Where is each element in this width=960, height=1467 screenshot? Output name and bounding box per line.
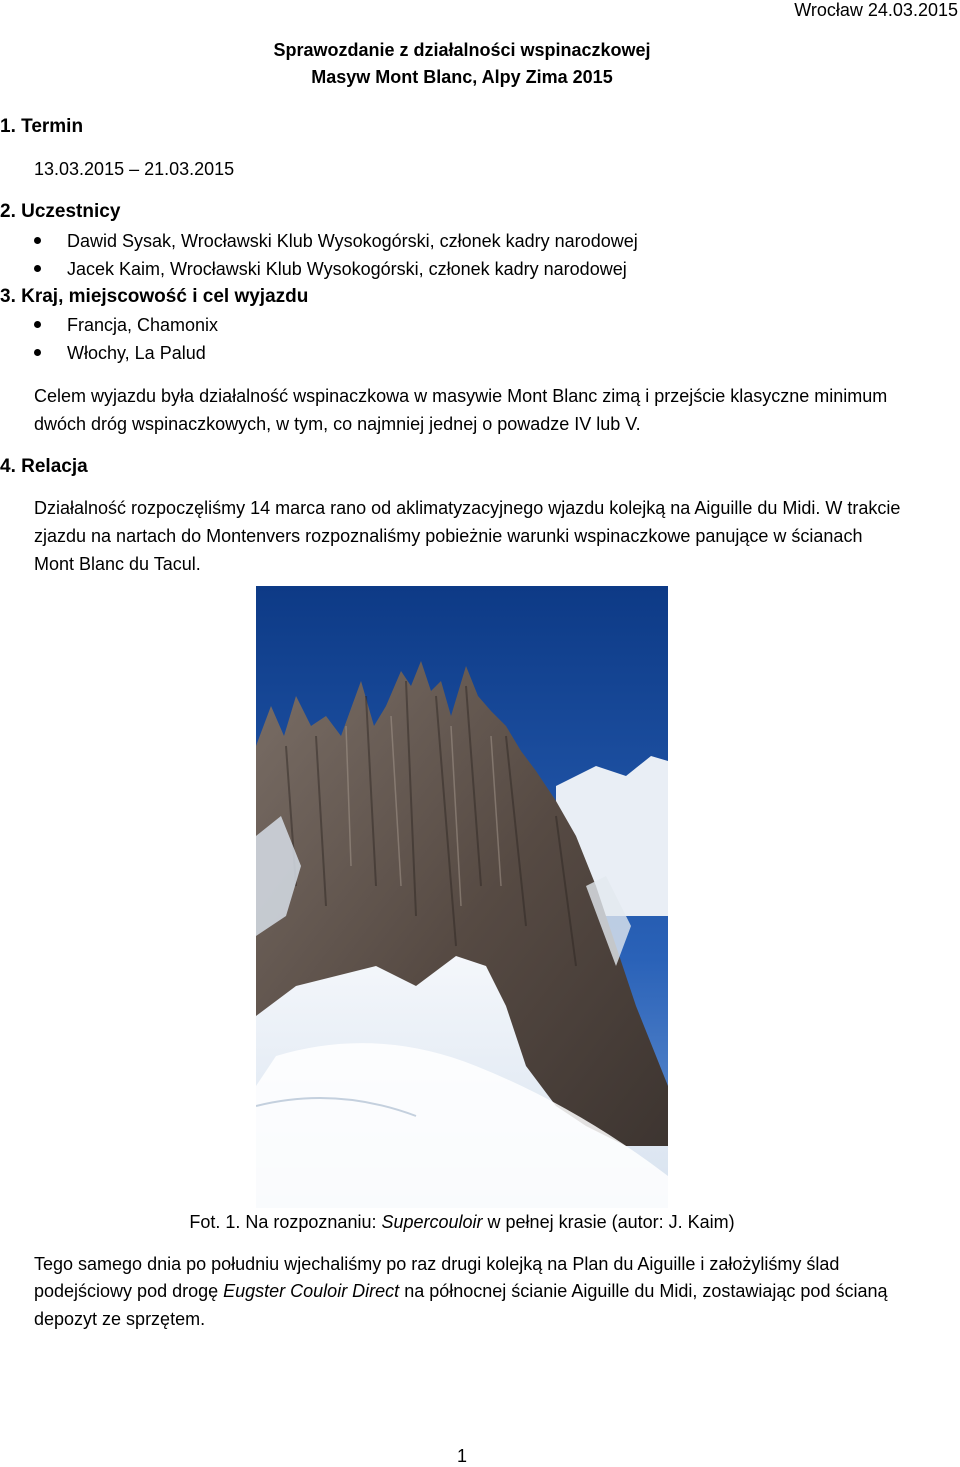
participant-2: Jacek Kaim, Wrocławski Klub Wysokogórski, członek kadry narodowej: [67, 259, 627, 279]
relacja-paragraph1-line1: Działalność rozpoczęliśmy 14 marca rano od aklimatyzacyjnego wjazdu kolejką na Aiguille du Midi. W trakcie: [34, 498, 901, 518]
goal-paragraph-line2: dwóch dróg wspinaczkowych, w tym, co najmniej jednej o powadze IV lub V.: [34, 414, 641, 434]
list-item: [34, 343, 206, 364]
mountain-photo: [256, 586, 668, 1208]
relacja-paragraph1-line3: Mont Blanc du Tacul.: [34, 554, 201, 574]
goal-paragraph-line1: Celem wyjazdu była działalność wspinaczkowa w masywie Mont Blanc zimą i przejście klasyczne minimum: [34, 386, 888, 406]
bullet-icon: [34, 321, 41, 328]
section-heading-uczestnicy: 2. Uczestnicy: [0, 201, 121, 222]
section-heading-relacja: 4. Relacja: [0, 456, 88, 477]
caption-prefix: Fot. 1. Na rozpoznaniu:: [189, 1212, 382, 1232]
list-item: [34, 259, 627, 280]
p2-line2-suffix: na północnej ścianie Aiguille du Midi, zostawiając pod ścianą: [399, 1281, 888, 1301]
bullet-icon: [34, 349, 41, 356]
relacja-paragraph2-line1: Tego samego dnia po południu wjechaliśmy po raz drugi kolejką na Plan du Aiguille i założyliśmy ślad: [34, 1254, 840, 1274]
relacja-paragraph1-line2: zjazdu na nartach do Montenvers rozpoznaliśmy pobieżnie warunki wspinaczkowe panujące w ścianach: [34, 526, 863, 546]
page-number: 1: [456, 1446, 467, 1466]
photo-caption: [0, 1212, 924, 1233]
document-title-line2: Masyw Mont Blanc, Alpy Zima 2015: [311, 67, 613, 87]
location-2: Włochy, La Palud: [67, 343, 206, 363]
relacja-paragraph2-line2: [34, 1281, 887, 1302]
list-item: [34, 315, 218, 336]
document-date: Wrocław 24.03.2015: [794, 0, 958, 20]
caption-route-name: Supercouloir: [381, 1212, 483, 1232]
participant-1: Dawid Sysak, Wrocławski Klub Wysokogórski, członek kadry narodowej: [67, 231, 638, 251]
list-item: [34, 231, 638, 252]
bullet-icon: [34, 265, 41, 272]
section-heading-kraj: 3. Kraj, miejscowość i cel wyjazdu: [0, 286, 309, 307]
termin-dates: 13.03.2015 – 21.03.2015: [34, 159, 235, 179]
location-1: Francja, Chamonix: [67, 315, 219, 335]
bullet-icon: [34, 237, 41, 244]
relacja-paragraph2-line3: depozyt ze sprzętem.: [34, 1309, 206, 1329]
p2-route-name: Eugster Couloir Direct: [223, 1281, 400, 1301]
caption-suffix: w pełnej krasie (autor: J. Kaim): [482, 1212, 735, 1232]
document-title-line1: Sprawozdanie z działalności wspinaczkowej: [273, 40, 651, 60]
section-heading-termin: 1. Termin: [0, 116, 84, 137]
mountain-photo-image: [256, 586, 668, 1208]
p2-line2-prefix: podejściowy pod drogę: [34, 1281, 224, 1301]
